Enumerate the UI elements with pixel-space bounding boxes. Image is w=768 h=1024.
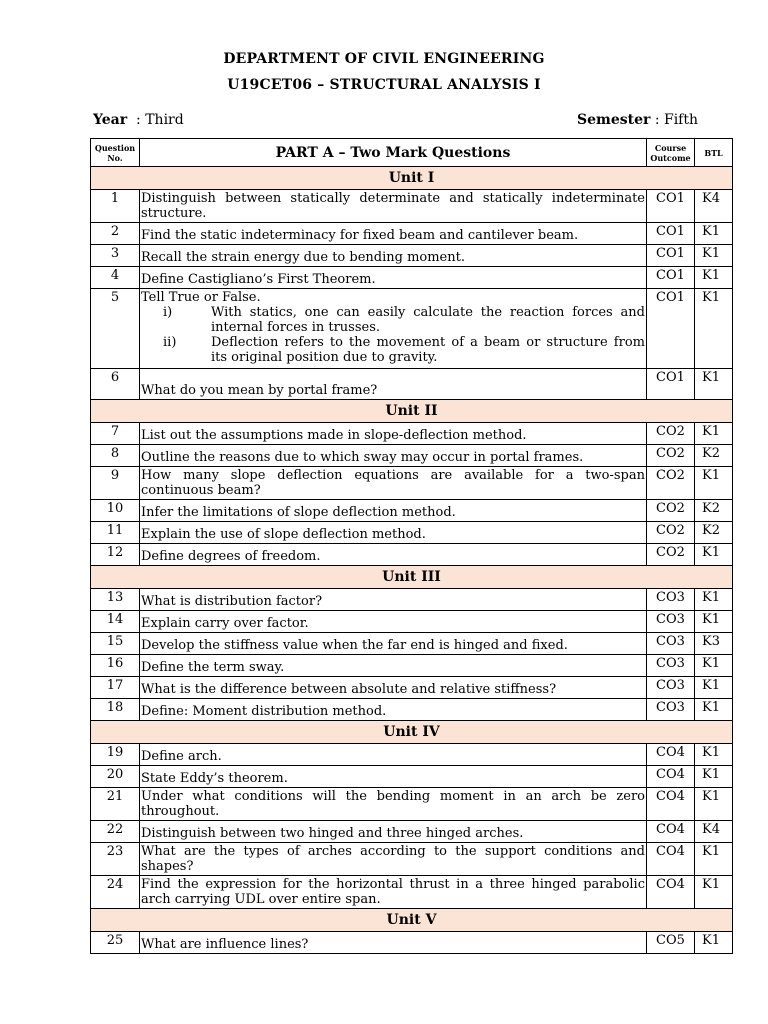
question-cell: [140, 744, 647, 766]
unit-header-row: [91, 400, 733, 423]
table-row: [91, 821, 733, 843]
table-row: [91, 267, 733, 289]
sub-question-numeral: i): [163, 305, 173, 320]
question-cell: [140, 843, 647, 876]
question-number: 14: [91, 611, 140, 633]
question-text: Explain carry over factor.: [141, 616, 309, 631]
unit-header-row: [91, 167, 733, 190]
table-row: [91, 932, 733, 954]
unit-title: Unit II: [91, 400, 733, 423]
course-outcome: CO1: [647, 190, 695, 223]
btl-level: K4: [695, 190, 733, 223]
table-row: [91, 788, 733, 821]
course-outcome: CO3: [647, 633, 695, 655]
question-cell: [140, 876, 647, 909]
sub-question: [141, 305, 645, 335]
table-row: [91, 369, 733, 400]
question-text: How many slope deflection equations are available for a two-span continuous beam?: [141, 468, 645, 498]
question-number: 25: [91, 932, 140, 954]
sub-question-text: With statics, one can easily calculate the reaction forces and internal forces in trusses.: [211, 305, 645, 335]
question-number: 1: [91, 190, 140, 223]
course-outcome: CO2: [647, 544, 695, 566]
course-outcome: CO2: [647, 500, 695, 522]
btl-level: K3: [695, 633, 733, 655]
btl-level: K1: [695, 766, 733, 788]
question-cell: [140, 766, 647, 788]
btl-level: K1: [695, 876, 733, 909]
course-title: U19CET06 – STRUCTURAL ANALYSIS I: [227, 77, 541, 93]
btl-level: K1: [695, 843, 733, 876]
table-row: [91, 289, 733, 369]
table-row: [91, 445, 733, 467]
course-outcome: CO1: [647, 289, 695, 369]
unit-title: Unit V: [91, 909, 733, 932]
btl-level: K1: [695, 611, 733, 633]
question-text: Define arch.: [141, 749, 222, 764]
question-number: 23: [91, 843, 140, 876]
question-cell: [140, 500, 647, 522]
question-number: 17: [91, 677, 140, 699]
table-row: [91, 245, 733, 267]
course-outcome: CO3: [647, 611, 695, 633]
question-cell: [140, 544, 647, 566]
unit-header-row: [91, 721, 733, 744]
question-text: Define Castigliano’s First Theorem.: [141, 272, 376, 287]
question-number: 7: [91, 423, 140, 445]
department-title: DEPARTMENT OF CIVIL ENGINEERING: [223, 51, 545, 67]
question-number: 22: [91, 821, 140, 843]
question-cell: [140, 821, 647, 843]
table-row: [91, 699, 733, 721]
question-text: What is the difference between absolute and relative stiffness?: [141, 682, 557, 697]
unit-title: Unit IV: [91, 721, 733, 744]
year-label: Year: [93, 112, 128, 128]
btl-level: K1: [695, 267, 733, 289]
btl-level: K1: [695, 245, 733, 267]
question-number: 10: [91, 500, 140, 522]
question-cell: [140, 267, 647, 289]
btl-level: K1: [695, 677, 733, 699]
table-row: [91, 190, 733, 223]
table-row: [91, 589, 733, 611]
question-number: 24: [91, 876, 140, 909]
question-text: What are the types of arches according to the support conditions and shapes?: [141, 844, 645, 874]
btl-level: K1: [695, 423, 733, 445]
course-outcome: CO4: [647, 766, 695, 788]
table-row: [91, 766, 733, 788]
btl-level: K1: [695, 788, 733, 821]
question-cell: [140, 289, 647, 369]
year-value: : Third: [136, 112, 184, 128]
header-btl: BTL: [695, 139, 733, 167]
question-number: 13: [91, 589, 140, 611]
course-outcome: CO1: [647, 223, 695, 245]
course-outcome: CO2: [647, 445, 695, 467]
btl-level: K1: [695, 932, 733, 954]
btl-level: K2: [695, 445, 733, 467]
table-row: [91, 522, 733, 544]
question-number: 2: [91, 223, 140, 245]
question-text: What do you mean by portal frame?: [141, 383, 378, 398]
table-row: [91, 633, 733, 655]
course-outcome: CO1: [647, 369, 695, 400]
table-row: [91, 544, 733, 566]
question-cell: [140, 467, 647, 500]
question-cell: [140, 423, 647, 445]
course-outcome: CO2: [647, 467, 695, 500]
question-number: 8: [91, 445, 140, 467]
question-cell: [140, 445, 647, 467]
question-cell: [140, 699, 647, 721]
question-text: Find the expression for the horizontal thrust in a three hinged parabolic arch carrying UDL over entire span.: [141, 877, 645, 907]
question-text: Distinguish between statically determinate and statically indeterminate structure.: [141, 191, 645, 221]
question-cell: [140, 788, 647, 821]
question-number: 9: [91, 467, 140, 500]
question-cell: [140, 633, 647, 655]
unit-title: Unit III: [91, 566, 733, 589]
table-row: [91, 744, 733, 766]
question-text: Define degrees of freedom.: [141, 549, 321, 564]
question-text: Develop the stiffness value when the far end is hinged and fixed.: [141, 638, 568, 653]
question-number: 4: [91, 267, 140, 289]
table-row: [91, 655, 733, 677]
question-cell: [140, 223, 647, 245]
question-cell: [140, 932, 647, 954]
btl-level: K2: [695, 500, 733, 522]
unit-title: Unit I: [91, 167, 733, 190]
question-cell: [140, 589, 647, 611]
course-outcome: CO2: [647, 423, 695, 445]
question-text: Tell True or False.: [141, 290, 261, 305]
question-cell: [140, 677, 647, 699]
course-outcome: CO4: [647, 876, 695, 909]
question-number: 18: [91, 699, 140, 721]
question-number: 6: [91, 369, 140, 400]
semester-value: : Fifth: [654, 112, 699, 128]
question-table-body: [91, 167, 733, 954]
btl-level: K1: [695, 223, 733, 245]
question-number: 11: [91, 522, 140, 544]
table-row: [91, 467, 733, 500]
btl-level: K1: [695, 744, 733, 766]
question-number: 12: [91, 544, 140, 566]
btl-level: K1: [695, 289, 733, 369]
header-question-no: Question No.: [91, 139, 140, 167]
question-text: Define: Moment distribution method.: [141, 704, 387, 719]
question-cell: [140, 655, 647, 677]
question-cell: [140, 611, 647, 633]
btl-level: K1: [695, 467, 733, 500]
course-outcome: CO4: [647, 821, 695, 843]
question-text: Outline the reasons due to which sway may occur in portal frames.: [141, 450, 584, 465]
btl-level: K1: [695, 369, 733, 400]
question-text: What is distribution factor?: [141, 594, 323, 609]
btl-level: K1: [695, 589, 733, 611]
question-number: 16: [91, 655, 140, 677]
question-cell: [140, 245, 647, 267]
table-row: [91, 223, 733, 245]
question-text: List out the assumptions made in slope-deflection method.: [141, 428, 527, 443]
question-cell: [140, 522, 647, 544]
table-row: [91, 843, 733, 876]
course-outcome: CO1: [647, 245, 695, 267]
question-cell: [140, 369, 647, 400]
course-outcome: CO2: [647, 522, 695, 544]
btl-level: K1: [695, 655, 733, 677]
sub-question: [141, 335, 645, 365]
question-text: Under what conditions will the bending moment in an arch be zero throughout.: [141, 789, 645, 819]
btl-level: K1: [695, 699, 733, 721]
course-outcome: CO4: [647, 788, 695, 821]
sub-question-text: Deflection refers to the movement of a beam or structure from its original position due to gravity.: [211, 335, 645, 365]
course-outcome: CO3: [647, 589, 695, 611]
btl-level: K4: [695, 821, 733, 843]
table-row: [91, 677, 733, 699]
question-text: State Eddy’s theorem.: [141, 771, 288, 786]
question-text: Find the static indeterminacy for fixed beam and cantilever beam.: [141, 228, 579, 243]
unit-header-row: [91, 909, 733, 932]
header-course-outcome: Course Outcome: [647, 139, 695, 167]
year-line: [93, 112, 184, 128]
course-outcome: CO1: [647, 267, 695, 289]
course-outcome: CO4: [647, 843, 695, 876]
sub-question-numeral: ii): [163, 335, 177, 350]
question-number: 15: [91, 633, 140, 655]
semester-label: Semester: [577, 112, 651, 128]
course-outcome: CO5: [647, 932, 695, 954]
question-text: What are influence lines?: [141, 937, 309, 952]
question-text: Infer the limitations of slope deflection method.: [141, 505, 456, 520]
course-outcome: CO3: [647, 655, 695, 677]
question-text: Define the term sway.: [141, 660, 285, 675]
question-number: 3: [91, 245, 140, 267]
question-cell: [140, 190, 647, 223]
table-row: [91, 500, 733, 522]
semester-line: [577, 112, 698, 128]
question-text: Explain the use of slope deflection method.: [141, 527, 426, 542]
question-text: Recall the strain energy due to bending moment.: [141, 250, 465, 265]
btl-level: K1: [695, 544, 733, 566]
btl-level: K2: [695, 522, 733, 544]
course-outcome: CO4: [647, 744, 695, 766]
course-outcome: CO3: [647, 699, 695, 721]
question-number: 21: [91, 788, 140, 821]
table-row: [91, 876, 733, 909]
question-text: Distinguish between two hinged and three hinged arches.: [141, 826, 524, 841]
question-number: 5: [91, 289, 140, 369]
question-number: 20: [91, 766, 140, 788]
question-table: [90, 138, 733, 954]
table-row: [91, 423, 733, 445]
header-part-a: PART A – Two Mark Questions: [140, 139, 647, 167]
table-row: [91, 611, 733, 633]
question-number: 19: [91, 744, 140, 766]
course-outcome: CO3: [647, 677, 695, 699]
unit-header-row: [91, 566, 733, 589]
